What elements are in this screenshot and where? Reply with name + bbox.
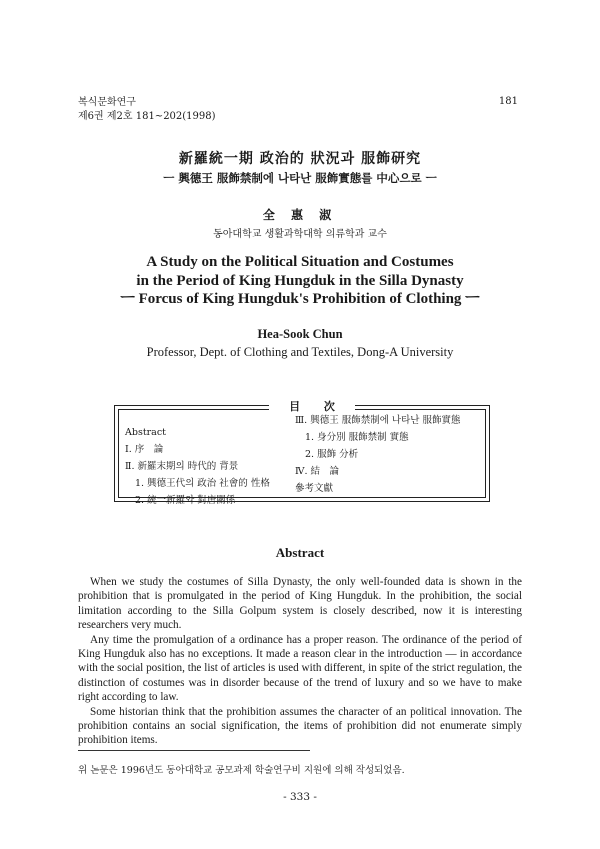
english-title-line-1: A Study on the Political Situation and Costumes	[146, 254, 454, 270]
toc-left-column	[125, 424, 270, 509]
abstract-heading: Abstract	[275, 545, 325, 560]
abstract-paragraph: Any time the promulgation of a ordinance has a proper reason. The ordinance of the period of King Hungduk also has no exceptions. It made a reason clear in the introduction — in accordance with the social position, the list of articles is used with different, in spite of the strict regulation, the distinction of costumes was in disorder because of the trend of luxury and so we have to make right according to law.	[78, 633, 522, 704]
korean-subtitle: ㅡ 興德王 服飾禁制에 나타난 服飾實態를 中心으로 ㅡ	[163, 171, 437, 185]
toc-item: Ⅳ. 結 論	[295, 466, 340, 477]
english-title-line-3: ㅡ Forcus of King Hungduk's Prohibition of Clothing ㅡ	[120, 291, 480, 307]
english-title	[0, 253, 600, 309]
affiliation-english: Professor, Dept. of Clothing and Textiles, Dong-A University	[146, 345, 454, 359]
english-title-line-2: in the Period of King Hungduk in the Silla Dynasty	[136, 272, 464, 289]
journal-name: 복식문화연구	[78, 97, 136, 108]
toc-item: Ⅰ. 序 論	[125, 444, 164, 455]
toc-item: Abstract	[125, 427, 166, 438]
table-of-contents	[114, 400, 490, 506]
page-number-top: 181	[498, 96, 518, 107]
page-number-bottom: - 333 -	[283, 791, 317, 803]
toc-right-column	[295, 412, 460, 497]
affiliation-korean: 동아대학교 생활과학대학 의류학과 교수	[213, 229, 387, 240]
footnote: 위 논문은 1996년도 동아대학교 공모과제 학술연구비 지원에 의해 작성되었음.	[78, 765, 405, 776]
korean-title: 新羅統一期 政治的 狀況과 服飾研究	[178, 151, 422, 167]
toc-heading: 目 次	[269, 398, 355, 414]
author-name-english: Hea-Sook Chun	[257, 327, 343, 341]
toc-item: 1. 興德王代의 政治 社會的 性格	[135, 478, 270, 489]
toc-item: Ⅱ. 新羅末期의 時代的 背景	[125, 461, 239, 472]
journal-info	[78, 96, 216, 124]
author-name-korean: 全 惠 淑	[262, 208, 338, 222]
toc-frame	[118, 400, 486, 506]
abstract-paragraph: Some historian think that the prohibition assumes the character of an political innovation. The prohibition contains an social signification, the items of prohibition did not enumerate simply prohibition items.	[78, 705, 522, 747]
abstract-body	[78, 575, 522, 748]
toc-item: 參考文獻	[295, 483, 334, 494]
toc-item: 1. 身分別 服飾禁制 實態	[305, 432, 409, 443]
abstract-paragraph: When we study the costumes of Silla Dynasty, the only well-founded data is shown in the prohibition that is promulgated in the period of King Hungduk. In the prohibition, the social limitation according to the Silla Golpum system is closely described, now it is interesting researchers very much.	[78, 576, 522, 632]
footnote-divider	[78, 750, 310, 751]
toc-item: Ⅲ. 興德王 服飾禁制에 나타난 服飾實態	[295, 415, 461, 426]
toc-item: 2. 統一新羅와 對唐關係	[135, 495, 236, 506]
toc-item: 2. 服飾 分析	[305, 449, 359, 460]
volume-issue: 제6권 제2호 181~202(1998)	[78, 111, 216, 122]
